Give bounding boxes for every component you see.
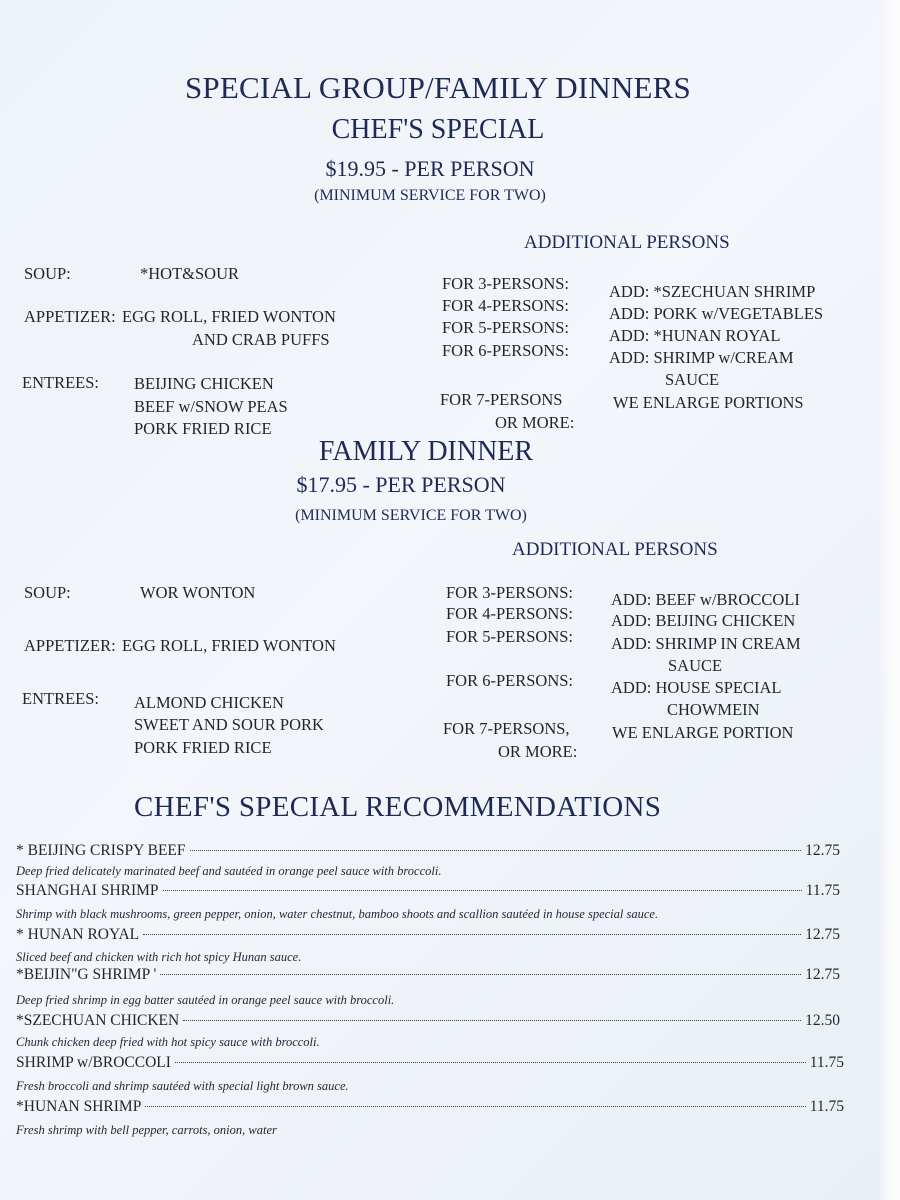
dot-leader [183,1020,801,1021]
menu-item-description: Deep fried delicately marinated beef and sautéed in orange peel sauce with broccoli. [16,864,442,878]
chef-add: ADD: SHRIMP w/CREAM [609,348,794,367]
chef-add: WE ENLARGE PORTIONS [613,393,804,412]
family-persons: OR MORE: [498,742,578,761]
family-add: SAUCE [668,656,723,675]
family-soup-label: SOUP: [24,583,71,602]
dot-leader [143,934,801,935]
dot-leader [145,1106,805,1107]
family-persons: FOR 3-PERSONS: [446,583,573,602]
menu-item [16,926,840,944]
menu-item [16,882,840,900]
menu-item-name: *BEIJIN"G SHRIMP ' [16,966,157,983]
chef-persons: FOR 6-PERSONS: [442,341,569,360]
family-add: WE ENLARGE PORTION [612,723,794,742]
menu-item-description: Deep fried shrimp in egg batter sautéed in orange peel sauce with broccoli. [16,993,395,1007]
menu-item-name: *SZECHUAN CHICKEN [16,1012,180,1029]
menu-item-price: 12.75 [805,926,840,943]
chef-persons: FOR 7-PERSONS [440,390,563,409]
chef-special-price: $19.95 - PER PERSON [325,156,535,181]
dot-leader [163,890,802,891]
chef-persons: OR MORE: [495,413,575,432]
chef-add: ADD: PORK w/VEGETABLES [609,304,824,323]
menu-item-description: Fresh broccoli and shrimp sautéed with special light brown sauce. [16,1079,349,1093]
chef-appetizer-line1: EGG ROLL, FRIED WONTON [122,307,336,326]
chef-persons: FOR 5-PERSONS: [442,318,569,337]
family-add: ADD: SHRIMP IN CREAM [611,634,801,653]
menu-item-price: 11.75 [805,882,840,899]
main-heading: SPECIAL GROUP/FAMILY DINNERS [184,70,692,105]
chef-special-minimum: (MINIMUM SERVICE FOR TWO) [314,187,546,204]
chef-additional-header: ADDITIONAL PERSONS [524,232,730,253]
paper-edge [878,0,900,1200]
family-entrees-label: ENTREES: [22,689,99,708]
family-add: ADD: BEIJING CHICKEN [611,611,796,630]
menu-item [16,842,840,860]
chef-entree: PORK FRIED RICE [134,419,272,438]
chef-add: ADD: *HUNAN ROYAL [609,326,781,345]
dot-leader [190,850,802,851]
dot-leader [175,1062,806,1063]
menu-item-price: 11.75 [809,1098,844,1115]
menu-item-price: 11.75 [809,1054,844,1071]
family-appetizer-line1: EGG ROLL, FRIED WONTON [122,636,336,655]
chef-add: SAUCE [665,370,720,389]
chef-add: ADD: *SZECHUAN SHRIMP [609,282,816,301]
family-persons: FOR 5-PERSONS: [446,627,573,646]
family-add: CHOWMEIN [667,700,760,719]
menu-item-description: Sliced beef and chicken with rich hot spicy Hunan sauce. [16,950,302,964]
menu-item [16,1054,844,1072]
menu-item [16,1098,844,1116]
family-appetizer-label: APPETIZER: [24,636,116,655]
family-persons: FOR 7-PERSONS, [443,719,570,738]
menu-item-name: SHANGHAI SHRIMP [16,882,159,899]
family-persons: FOR 6-PERSONS: [446,671,573,690]
dot-leader [160,974,801,975]
chef-appetizer-line2: AND CRAB PUFFS [192,330,330,349]
family-dinner-minimum: (MINIMUM SERVICE FOR TWO) [295,507,527,524]
recommendations-title: CHEF'S SPECIAL RECOMMENDATIONS [134,791,662,823]
chef-appetizer-label: APPETIZER: [24,307,116,326]
chef-soup-value: *HOT&SOUR [140,264,240,283]
chef-soup-label: SOUP: [24,264,71,283]
family-dinner-price: $17.95 - PER PERSON [296,472,506,497]
menu-item-price: 12.75 [805,966,840,983]
chef-persons: FOR 3-PERSONS: [442,274,569,293]
family-additional-header: ADDITIONAL PERSONS [512,539,718,560]
family-persons: FOR 4-PERSONS: [446,604,573,623]
menu-item-price: 12.75 [805,842,840,859]
family-add: ADD: BEEF w/BROCCOLI [611,590,800,609]
menu-item-price: 12.50 [805,1012,840,1029]
menu-item-description: Shrimp with black mushrooms, green pepper, onion, water chestnut, bamboo shoots and scallion sautéed in house special sauce. [16,907,659,921]
family-soup-value: WOR WONTON [140,583,256,602]
menu-item-name: * HUNAN ROYAL [16,926,140,943]
menu-item-name: * BEIJING CRISPY BEEF [16,842,186,859]
menu-item [16,966,840,984]
chef-special-title: CHEF'S SPECIAL [331,114,545,145]
chef-entree: BEIJING CHICKEN [134,374,274,393]
chef-entree: BEEF w/SNOW PEAS [134,397,288,416]
menu-item-name: SHRIMP w/BROCCOLI [16,1054,171,1071]
family-entree: PORK FRIED RICE [134,738,272,757]
family-entree: ALMOND CHICKEN [134,693,284,712]
family-add: ADD: HOUSE SPECIAL [611,678,782,697]
family-entree: SWEET AND SOUR PORK [134,715,324,734]
chef-entrees-label: ENTREES: [22,373,99,392]
menu-item [16,1012,840,1030]
menu-item-description: Chunk chicken deep fried with hot spicy sauce with broccoli. [16,1035,320,1049]
menu-item-description: Fresh shrimp with bell pepper, carrots, onion, water [16,1123,277,1137]
chef-persons: FOR 4-PERSONS: [442,296,569,315]
menu-item-name: *HUNAN SHRIMP [16,1098,142,1115]
family-dinner-title: FAMILY DINNER [318,436,534,467]
